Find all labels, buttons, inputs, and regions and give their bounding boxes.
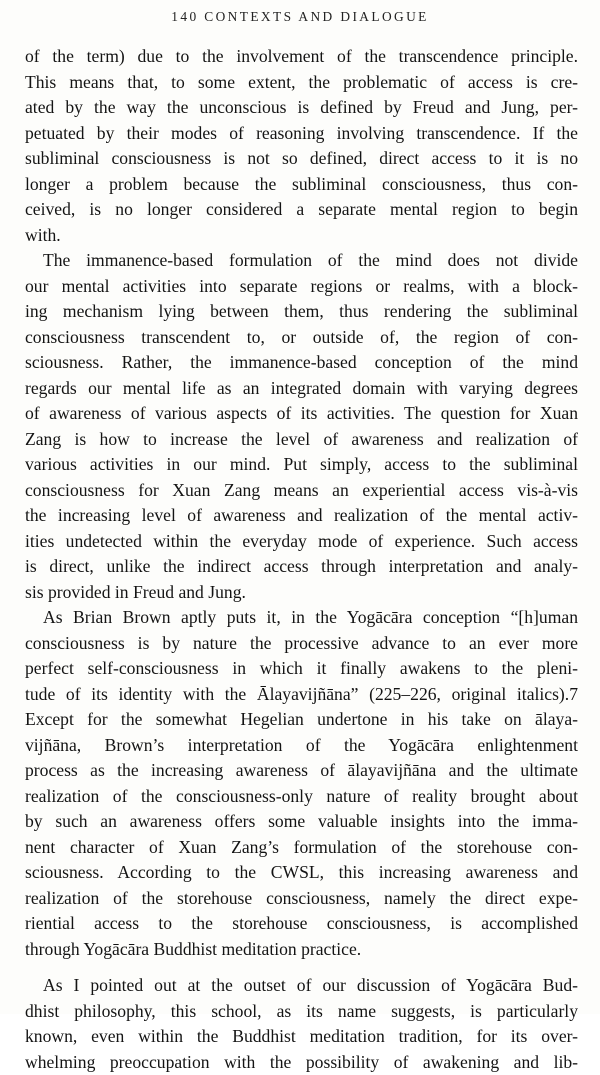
text-line: Zang is how to increase the level of awareness and realization of — [25, 427, 578, 453]
text-line: known, even within the Buddhist meditation tradition, for its over- — [25, 1024, 578, 1050]
paragraph-4 — [25, 973, 578, 1075]
text-line: Except for the somewhat Hegelian undertone in his take on ālaya- — [25, 707, 578, 733]
text-line: consciousness is by nature the processive advance to an ever more — [25, 631, 578, 657]
text-line: of awareness of various aspects of its activities. The question for Xuan — [25, 401, 578, 427]
text-line: The immanence-based formulation of the mind does not divide — [25, 248, 578, 274]
text-line: dhist philosophy, this school, as its name suggests, is particularly — [25, 999, 578, 1025]
text-line: is direct, unlike the indirect access through interpretation and analy- — [25, 554, 578, 580]
text-line: by such an awareness offers some valuable insights into the imma- — [25, 809, 578, 835]
running-head: 140 CONTEXTS AND DIALOGUE — [0, 9, 600, 25]
text-line: through Yogācāra Buddhist meditation practice. — [25, 937, 578, 963]
text-line: ing mechanism lying between them, thus rendering the subliminal — [25, 299, 578, 325]
text-line: process as the increasing awareness of ālayavijñāna and the ultimate — [25, 758, 578, 784]
text-line: ceived, is no longer considered a separate mental region to begin — [25, 197, 578, 223]
text-line: This means that, to some extent, the problematic of access is cre- — [25, 70, 578, 96]
text-line: realization of the storehouse consciousness, namely the direct expe- — [25, 886, 578, 912]
text-line: ated by the way the unconscious is defined by Freud and Jung, per- — [25, 95, 578, 121]
text-line: As Brian Brown aptly puts it, in the Yogācāra conception “[h]uman — [25, 605, 578, 631]
text-line: with. — [25, 223, 578, 249]
text-line: As I pointed out at the outset of our discussion of Yogācāra Bud- — [25, 973, 578, 999]
paragraph-gap — [25, 962, 578, 973]
text-line: of the term) due to the involvement of the transcendence principle. — [25, 44, 578, 70]
text-line: sciousness. Rather, the immanence-based conception of the mind — [25, 350, 578, 376]
body-text — [25, 44, 578, 1075]
paragraph-1 — [25, 44, 578, 248]
paragraph-3 — [25, 605, 578, 962]
text-line: nent character of Xuan Zang’s formulation of the storehouse con- — [25, 835, 578, 861]
text-line: ities undetected within the everyday mode of experience. Such access — [25, 529, 578, 555]
text-line: various activities in our mind. Put simply, access to the subliminal — [25, 452, 578, 478]
text-line: perfect self-consciousness in which it finally awakens to the pleni- — [25, 656, 578, 682]
paragraph-2 — [25, 248, 578, 605]
text-line: longer a problem because the subliminal consciousness, thus con- — [25, 172, 578, 198]
text-line: consciousness for Xuan Zang means an experiential access vis-à-vis — [25, 478, 578, 504]
text-line: riential access to the storehouse consciousness, is accomplished — [25, 911, 578, 937]
text-line: our mental activities into separate regions or realms, with a block- — [25, 274, 578, 300]
text-line: subliminal consciousness is not so defined, direct access to it is no — [25, 146, 578, 172]
text-line: consciousness transcendent to, or outside of, the region of con- — [25, 325, 578, 351]
text-line: tude of its identity with the Ālayavijñāna” (225–226, original italics).7 — [25, 682, 578, 708]
text-line: sis provided in Freud and Jung. — [25, 580, 578, 606]
text-line: sciousness. According to the CWSL, this increasing awareness and — [25, 860, 578, 886]
text-line: vijñāna, Brown’s interpretation of the Yogācāra enlightenment — [25, 733, 578, 759]
text-line: petuated by their modes of reasoning involving transcendence. If the — [25, 121, 578, 147]
text-line: regards our mental life as an integrated domain with varying degrees — [25, 376, 578, 402]
text-line: whelming preoccupation with the possibility of awakening and lib- — [25, 1050, 578, 1075]
text-line: realization of the consciousness-only nature of reality brought about — [25, 784, 578, 810]
text-line: the increasing level of awareness and realization of the mental activ- — [25, 503, 578, 529]
